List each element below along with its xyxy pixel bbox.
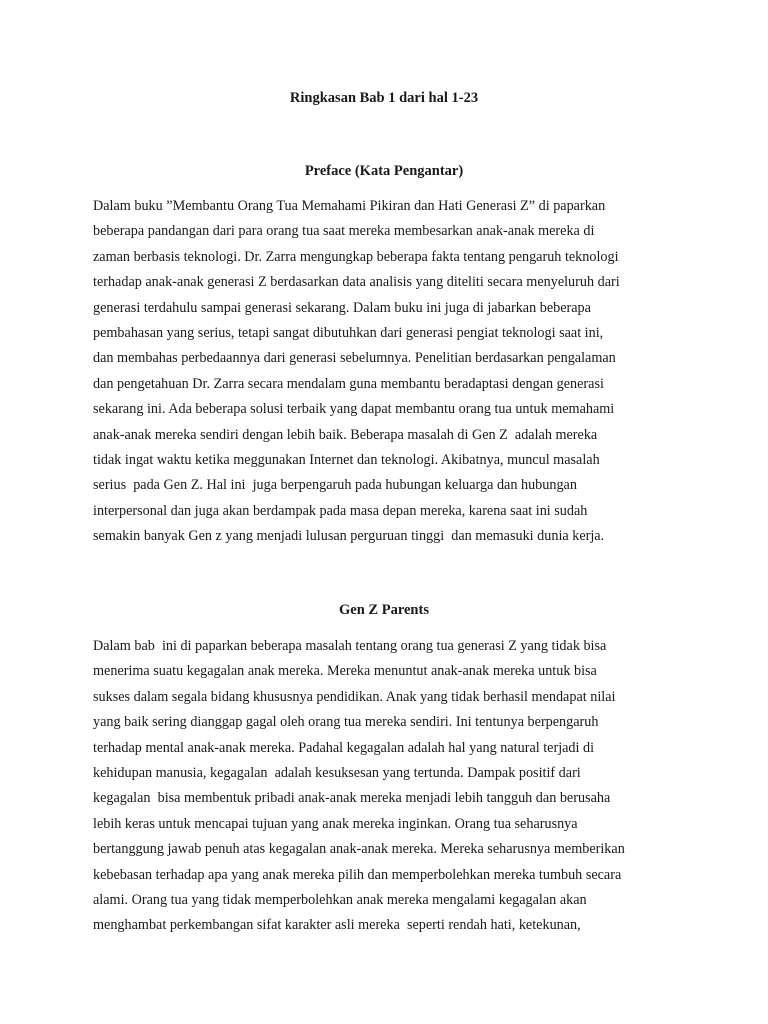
text-line: kehidupan manusia, kegagalan adalah kesuksesan yang tertunda. Dampak positif dari (93, 765, 581, 782)
text-line: terhadap anak-anak generasi Z berdasarkan data analisis yang diteliti secara menyeluruh dari (93, 274, 620, 291)
text-line: beberapa pandangan dari para orang tua saat mereka membesarkan anak-anak mereka di (93, 223, 595, 240)
text-line: dan membahas perbedaannya dari generasi sebelumnya. Penelitian berdasarkan pengalaman (93, 350, 616, 367)
section-heading-preface: Preface (Kata Pengantar) (304, 163, 464, 179)
text-line: tidak ingat waktu ketika meggunakan Internet dan teknologi. Akibatnya, muncul masalah (93, 452, 600, 469)
text-line: semakin banyak Gen z yang menjadi lulusan perguruan tinggi dan memasuki dunia kerja. (93, 528, 605, 545)
document-title: Ringkasan Bab 1 dari hal 1-23 (289, 90, 479, 106)
text-line: anak-anak mereka sendiri dengan lebih baik. Beberapa masalah di Gen Z adalah mereka (93, 426, 598, 443)
text-line: Dalam buku ”Membantu Orang Tua Memahami Pikiran dan Hati Generasi Z” di paparkan (93, 198, 606, 214)
paragraph-gen-z-parents (93, 634, 625, 939)
text-line: lebih keras untuk mencapai tujuan yang anak mereka inginkan. Orang tua seharusnya (93, 815, 578, 832)
text-line: sekarang ini. Ada beberapa solusi terbaik yang dapat membantu orang tua untuk memahami (93, 401, 615, 418)
text-line: interpersonal dan juga akan berdampak pada masa depan mereka, karena saat ini sudah (93, 502, 588, 519)
text-line: bertanggung jawab penuh atas kegagalan anak-anak mereka. Mereka seharusnya memberikan (93, 841, 625, 858)
paragraph-preface (93, 194, 620, 550)
text-line: dan pengetahuan Dr. Zarra secara mendalam guna membantu beradaptasi dengan generasi (93, 375, 604, 392)
text-line: pembahasan yang serius, tetapi sangat dibutuhkan dari generasi pengiat teknologi saat ini, (93, 325, 604, 342)
text-line: kegagalan bisa membentuk pribadi anak-anak mereka menjadi lebih tangguh dan berusaha (93, 790, 611, 807)
text-line: sukses dalam segala bidang khususnya pendidikan. Anak yang tidak berhasil mendapat nilai (93, 688, 616, 705)
text-line: kebebasan terhadap apa yang anak mereka pilih dan memperbolehkan mereka tumbuh secara (93, 866, 622, 883)
text-line: menghambat perkembangan sifat karakter asli mereka seperti rendah hati, ketekunan, (93, 917, 581, 934)
text-line: terhadap mental anak-anak mereka. Padahal kegagalan adalah hal yang natural terjadi di (93, 739, 595, 756)
text-line: alami. Orang tua yang tidak memperbolehkan anak mereka mengalami kegagalan akan (93, 892, 587, 909)
text-line: Dalam bab ini di paparkan beberapa masalah tentang orang tua generasi Z yang tidak bisa (93, 638, 607, 654)
section-heading-gen-z-parents: Gen Z Parents (339, 602, 429, 618)
text-line: generasi terdahulu sampai generasi sekarang. Dalam buku ini juga di jabarkan beberapa (93, 299, 591, 316)
text-line: yang baik sering dianggap gagal oleh orang tua mereka sendiri. Ini tentunya berpengaruh (93, 714, 599, 731)
text-line: zaman berbasis teknologi. Dr. Zarra mengungkap beberapa fakta tentang pengaruh teknologi (93, 248, 619, 265)
text-line: serius pada Gen Z. Hal ini juga berpengaruh pada hubungan keluarga dan hubungan (93, 477, 577, 494)
text-line: menerima suatu kegagalan anak mereka. Mereka menuntut anak-anak mereka untuk bisa (93, 663, 597, 680)
